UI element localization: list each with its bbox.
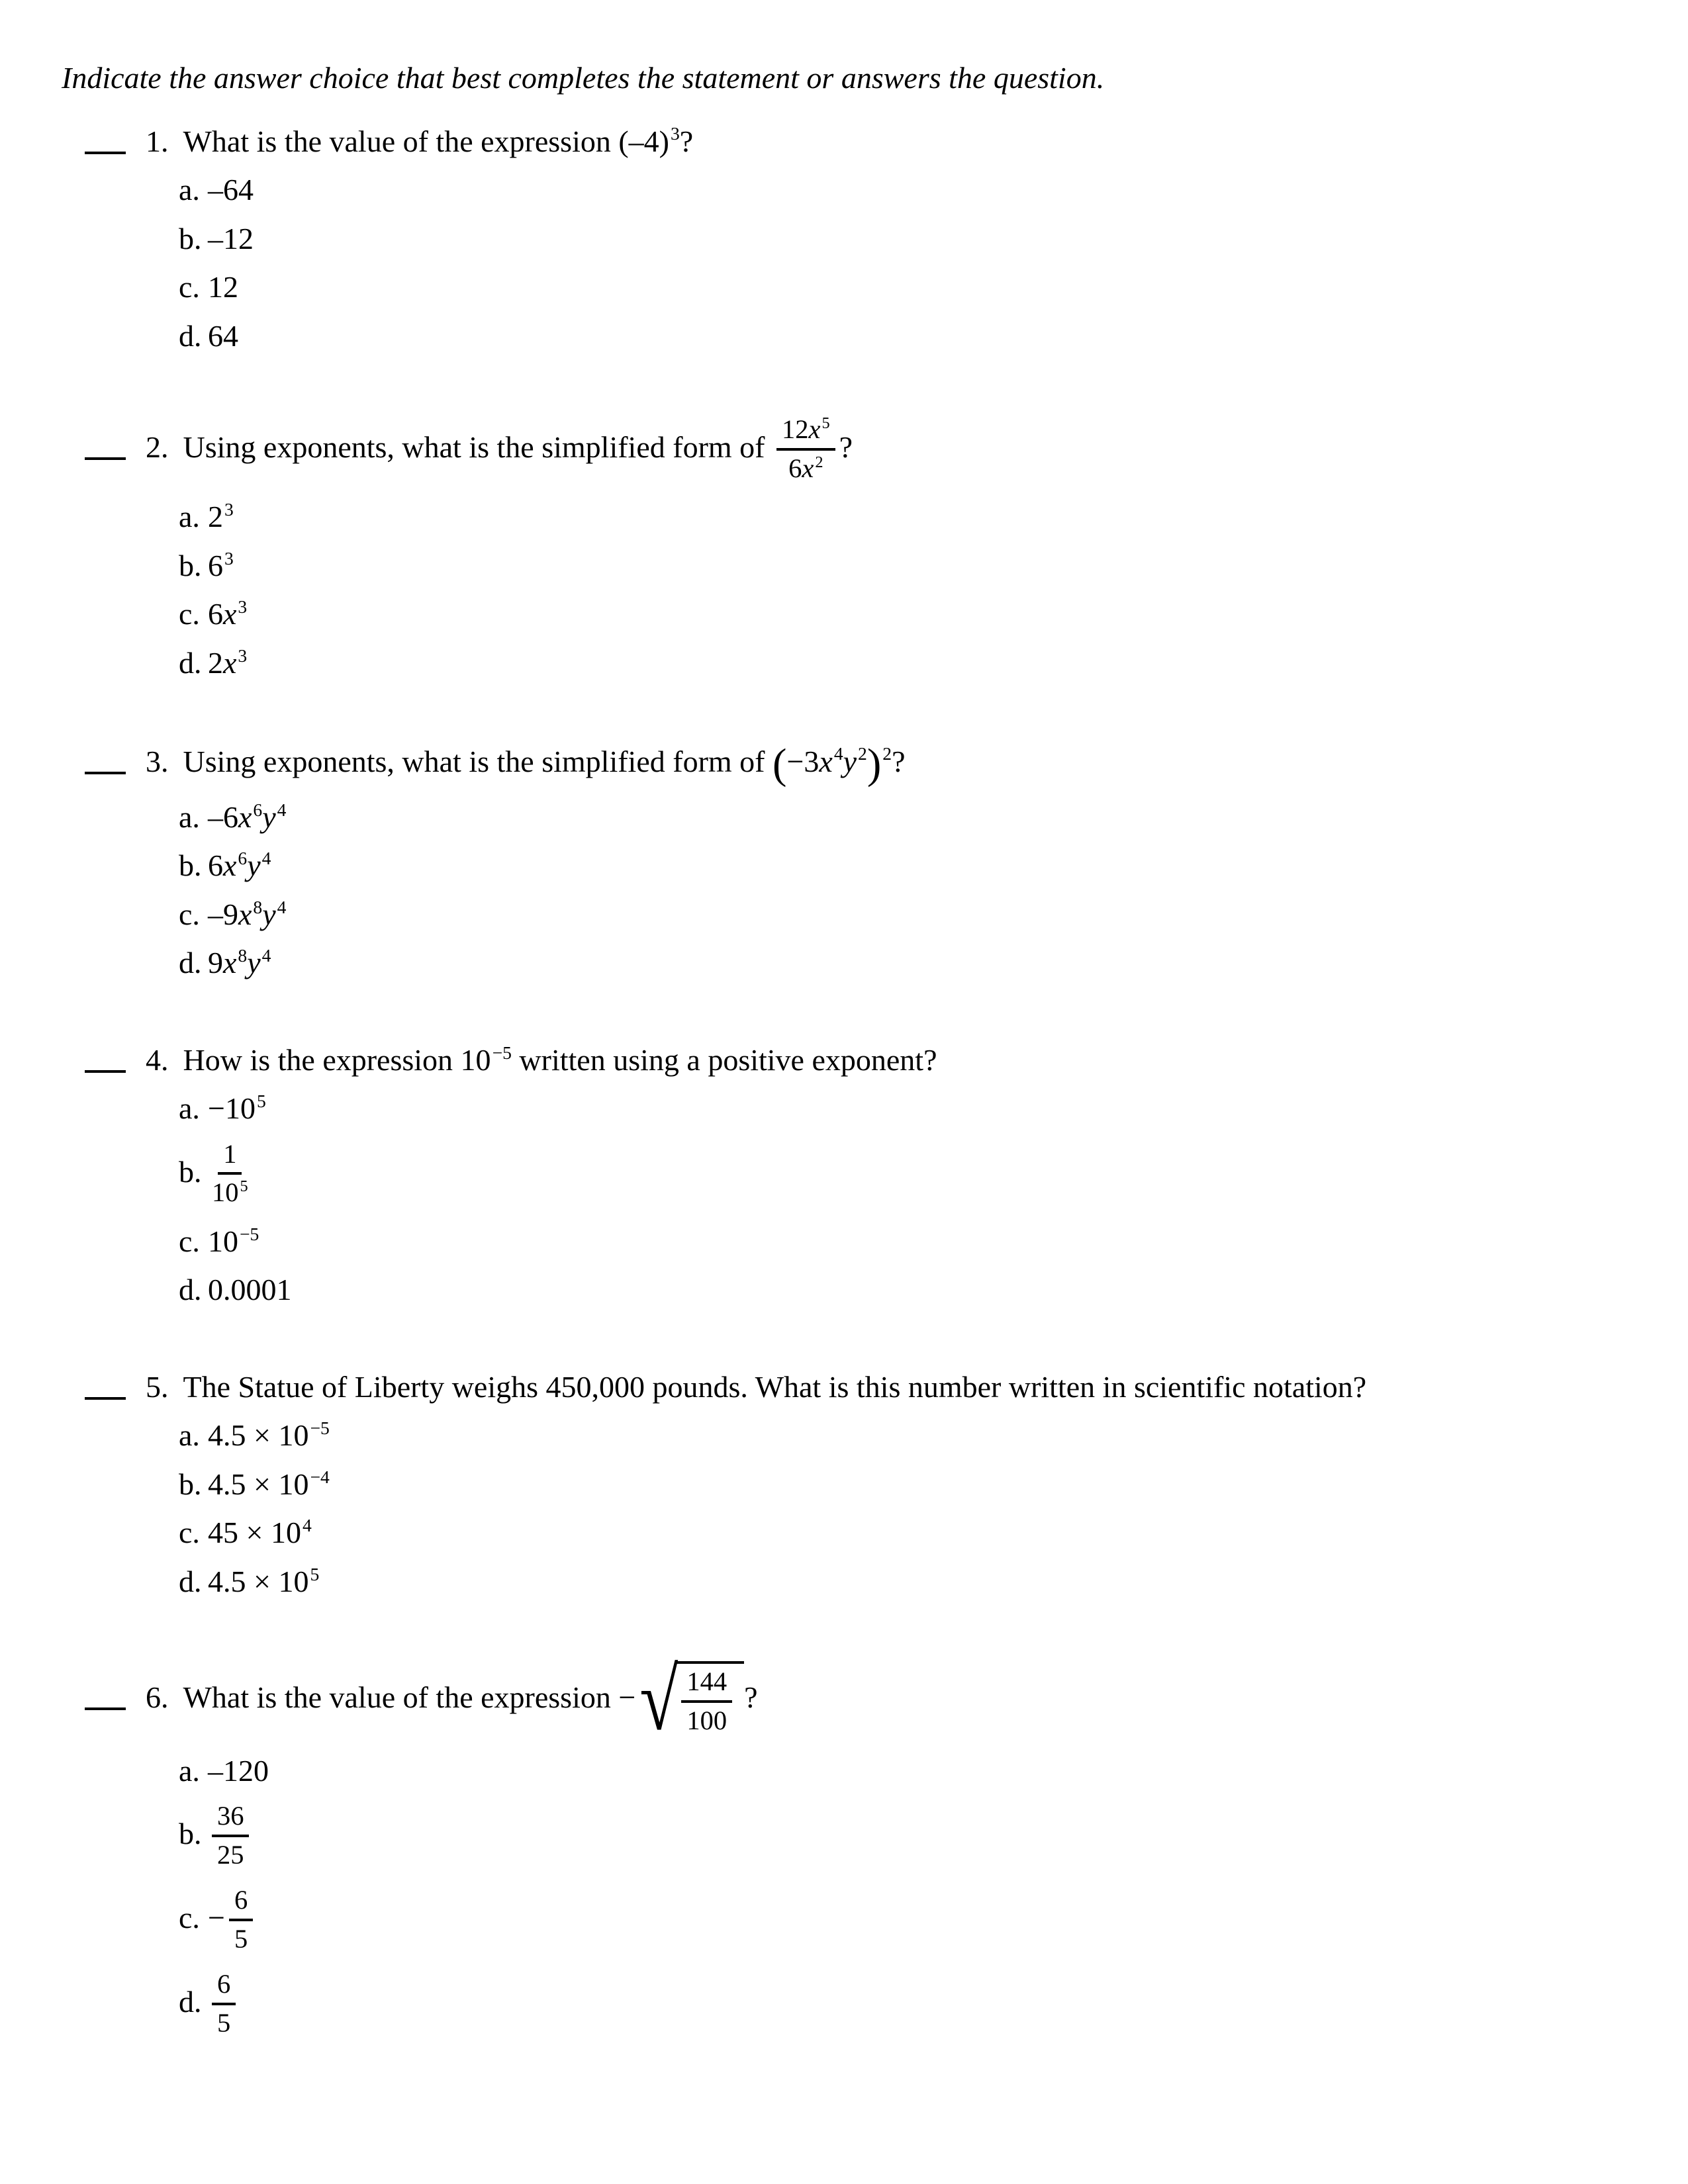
choice-letter: b.	[179, 848, 202, 883]
question-text	[183, 1370, 1367, 1404]
choice-value	[208, 897, 286, 931]
choice-value	[208, 173, 254, 206]
superscript: 3	[224, 547, 234, 569]
text-run: –6	[208, 799, 238, 834]
choice-value	[208, 946, 271, 979]
fraction-denominator	[212, 1175, 248, 1208]
choice-value	[208, 1516, 312, 1549]
fraction	[681, 1666, 732, 1736]
text-run: –64	[208, 173, 254, 207]
choice-a	[179, 500, 1688, 534]
fraction-numerator	[229, 1885, 253, 1921]
superscript: 2	[858, 743, 867, 764]
question-line	[85, 740, 1688, 788]
text-run: −	[208, 1901, 225, 1935]
answer-blank	[85, 758, 126, 774]
question-text	[183, 1043, 937, 1077]
question-number: 3.	[146, 744, 169, 778]
choice-d	[179, 946, 1688, 980]
choice-b	[179, 549, 1688, 583]
text-run: What is the value of the expression −	[183, 1680, 636, 1714]
superscript: 4	[261, 848, 271, 869]
parenthesis: )	[867, 740, 882, 788]
choice-c	[179, 597, 1688, 631]
choice-b	[179, 1140, 1688, 1210]
choice-value	[208, 800, 286, 834]
choice-c	[179, 270, 1688, 304]
choice-value	[208, 1273, 292, 1306]
choice-list	[179, 800, 1688, 980]
choice-letter: d.	[179, 1985, 202, 2019]
variable: x	[223, 848, 237, 883]
choice-d	[179, 1970, 1688, 2040]
text-run: −10	[208, 1091, 256, 1126]
choice-letter: b.	[179, 221, 202, 255]
superscript: 4	[277, 799, 287, 820]
superscript: −5	[310, 1418, 330, 1439]
choice-a	[179, 1091, 1688, 1126]
text-run: 4.5 × 10	[208, 1418, 309, 1453]
question-text	[183, 740, 906, 788]
superscript: 8	[253, 896, 263, 917]
question-number: 2.	[146, 430, 169, 465]
choice-letter: d.	[179, 318, 202, 353]
choice-d	[179, 1273, 1688, 1307]
choice-value	[208, 1754, 269, 1788]
choice-value	[208, 646, 247, 680]
instruction-text: Indicate the answer choice that best completes the statement or answers the question.	[62, 61, 1105, 95]
question-text	[183, 124, 694, 158]
question-line	[85, 1043, 1688, 1077]
superscript: 8	[238, 945, 248, 966]
text-run: –9	[208, 897, 238, 931]
text-run: –12	[208, 221, 254, 255]
text-run: 5	[234, 1923, 248, 1954]
choice-a	[179, 800, 1688, 835]
fraction-denominator	[217, 1837, 244, 1871]
superscript: 4	[277, 896, 287, 917]
fraction	[212, 1801, 249, 1870]
question	[0, 416, 1688, 680]
superscript: 3	[671, 123, 680, 144]
choice-value	[208, 597, 247, 631]
question-text	[183, 414, 853, 483]
choice-list	[179, 173, 1688, 353]
variable: x	[238, 897, 252, 931]
choice-b	[179, 1467, 1688, 1502]
fraction-denominator	[217, 2005, 230, 2039]
superscript: 4	[833, 743, 843, 764]
text-run: 100	[686, 1706, 727, 1735]
text-run: ?	[679, 124, 694, 158]
text-run: –120	[208, 1753, 269, 1788]
superscript: −4	[310, 1466, 330, 1487]
choice-a	[179, 1418, 1688, 1453]
fraction-denominator	[788, 451, 823, 484]
choice-list	[179, 1091, 1688, 1307]
choice-letter: b.	[179, 548, 202, 582]
radical-sign-icon: √	[639, 1651, 679, 1749]
fraction	[212, 1969, 236, 2038]
question-line	[85, 416, 1688, 485]
text-run: 6	[234, 1885, 248, 1915]
choice-value	[208, 1418, 330, 1452]
choice-letter: c.	[179, 597, 200, 631]
fraction-numerator	[681, 1666, 732, 1703]
answer-blank	[85, 1384, 126, 1400]
text-run: 6	[208, 848, 223, 883]
choice-b	[179, 1802, 1688, 1872]
radical	[639, 1651, 744, 1749]
choice-c	[179, 1516, 1688, 1550]
choice-c	[179, 897, 1688, 932]
text-run: Using exponents, what is the simplified form of	[183, 744, 773, 778]
text-run: 5	[217, 2007, 231, 2038]
question-number: 5.	[146, 1369, 169, 1404]
answer-blank	[85, 138, 126, 154]
superscript: 6	[253, 799, 263, 820]
question-number: 1.	[146, 124, 169, 158]
text-run: 144	[686, 1666, 727, 1697]
text-run: ?	[744, 1680, 758, 1714]
choice-letter: a.	[179, 500, 200, 534]
choice-value	[208, 270, 238, 304]
fraction-numerator	[218, 1139, 242, 1175]
fraction	[776, 414, 835, 484]
fraction	[212, 1139, 248, 1208]
choice-value	[208, 1969, 240, 2038]
question-line	[85, 1370, 1688, 1404]
variable: x	[223, 597, 237, 631]
variable: y	[843, 744, 857, 778]
choice-letter: c.	[179, 1901, 200, 1935]
choice-letter: a.	[179, 799, 200, 834]
superscript: 5	[310, 1563, 320, 1584]
choice-list	[179, 1418, 1688, 1598]
variable: x	[808, 414, 821, 445]
choice-d	[179, 319, 1688, 353]
question-number: 6.	[146, 1680, 169, 1714]
choice-letter: c.	[179, 270, 200, 304]
text-run: 1	[223, 1138, 237, 1169]
choice-letter: c.	[179, 1224, 200, 1258]
text-run: The Statue of Liberty weighs 450,000 pounds. What is this number written in scientific notation?	[183, 1369, 1367, 1404]
text-run: 64	[208, 318, 238, 353]
choice-b	[179, 222, 1688, 256]
choice-letter: b.	[179, 1154, 202, 1189]
choice-value	[208, 222, 254, 255]
choice-letter: a.	[179, 173, 200, 207]
choice-letter: a.	[179, 1418, 200, 1453]
choice-value	[208, 1224, 259, 1258]
text-run: 6	[208, 597, 223, 631]
question-list	[0, 124, 1688, 2040]
text-run: 10	[208, 1224, 238, 1258]
question	[0, 124, 1688, 353]
choice-value	[208, 1091, 266, 1125]
variable: x	[819, 744, 833, 778]
choice-value	[208, 500, 234, 533]
text-run: How is the expression 10	[183, 1042, 491, 1077]
radicand	[675, 1661, 744, 1739]
choice-c	[179, 1224, 1688, 1259]
choice-d	[179, 646, 1688, 680]
choice-letter: d.	[179, 645, 202, 680]
text-run: 6	[217, 1969, 231, 1999]
text-run: 6	[208, 548, 223, 582]
choice-value	[208, 319, 238, 353]
text-run: 12	[208, 270, 238, 304]
choice-letter: d.	[179, 1273, 202, 1307]
choice-value	[208, 848, 271, 882]
choice-a	[179, 1754, 1688, 1788]
superscript: 2	[882, 743, 892, 764]
superscript: 3	[224, 499, 234, 520]
choice-letter: d.	[179, 1564, 202, 1598]
parenthesis: (	[773, 740, 787, 788]
superscript: 5	[240, 1177, 248, 1196]
text-run: 10	[212, 1177, 239, 1208]
choice-a	[179, 173, 1688, 207]
question	[0, 1043, 1688, 1307]
choice-value	[208, 1885, 257, 1954]
choice-list	[179, 1754, 1688, 2040]
superscript: 5	[821, 414, 830, 433]
choice-value	[208, 549, 234, 582]
choice-letter: a.	[179, 1091, 200, 1126]
text-run: 6	[788, 453, 802, 483]
choice-d	[179, 1565, 1688, 1599]
text-run: written using a positive exponent?	[511, 1042, 937, 1077]
choice-letter: d.	[179, 946, 202, 980]
choice-b	[179, 848, 1688, 883]
text-run: 4.5 × 10	[208, 1564, 309, 1598]
choice-letter: c.	[179, 897, 200, 931]
text-run: 25	[217, 1839, 244, 1870]
fraction-denominator	[234, 1921, 248, 1955]
superscript: 4	[261, 945, 271, 966]
superscript: 4	[302, 1515, 312, 1536]
choice-value	[208, 1467, 330, 1501]
text-run: Using exponents, what is the simplified form of	[183, 430, 773, 465]
answer-blank	[85, 1694, 126, 1710]
variable: x	[223, 645, 237, 680]
text-run: 12	[782, 414, 809, 445]
fraction-numerator	[212, 1969, 236, 2005]
text-run: −3	[786, 744, 820, 778]
variable: x	[238, 799, 252, 834]
text-run: 4.5 × 10	[208, 1467, 309, 1501]
choice-value	[208, 1565, 319, 1598]
fraction-numerator	[212, 1801, 249, 1837]
superscript: 3	[238, 596, 248, 617]
question-number: 4.	[146, 1042, 169, 1077]
variable: x	[223, 946, 237, 980]
question	[0, 740, 1688, 980]
text-run: 9	[208, 946, 223, 980]
choice-value	[208, 1801, 253, 1870]
answer-blank	[85, 1057, 126, 1073]
question-line	[85, 1651, 1688, 1749]
text-run: 45 × 10	[208, 1516, 301, 1550]
text-run: 0.0001	[208, 1273, 292, 1307]
choice-value	[208, 1138, 252, 1208]
choice-letter: a.	[179, 1753, 200, 1788]
choice-list	[179, 500, 1688, 680]
question	[0, 1370, 1688, 1599]
superscript: 2	[815, 453, 823, 471]
question-line	[85, 124, 1688, 159]
question-text	[183, 1651, 758, 1749]
choice-letter: b.	[179, 1467, 202, 1501]
variable: y	[262, 897, 276, 931]
superscript: 5	[256, 1091, 266, 1112]
variable: y	[262, 799, 276, 834]
fraction-numerator	[776, 414, 835, 451]
text-run: 2	[208, 645, 223, 680]
superscript: 3	[238, 645, 248, 666]
text-run: 36	[217, 1801, 244, 1831]
text-run: ?	[839, 430, 853, 465]
question	[0, 1651, 1688, 2040]
variable: y	[247, 946, 261, 980]
superscript: 6	[238, 848, 248, 869]
fraction-denominator	[686, 1703, 727, 1737]
text-run: ?	[892, 744, 906, 778]
fraction	[229, 1885, 253, 1954]
superscript: −5	[492, 1042, 512, 1063]
superscript: −5	[240, 1223, 259, 1244]
choice-c	[179, 1886, 1688, 1956]
choice-letter: b.	[179, 1817, 202, 1851]
answer-blank	[85, 444, 126, 460]
choice-letter: c.	[179, 1516, 200, 1550]
text-run: What is the value of the expression (–4)	[183, 124, 669, 158]
text-run: 2	[208, 500, 223, 534]
variable: y	[247, 848, 261, 883]
variable: x	[802, 453, 814, 483]
